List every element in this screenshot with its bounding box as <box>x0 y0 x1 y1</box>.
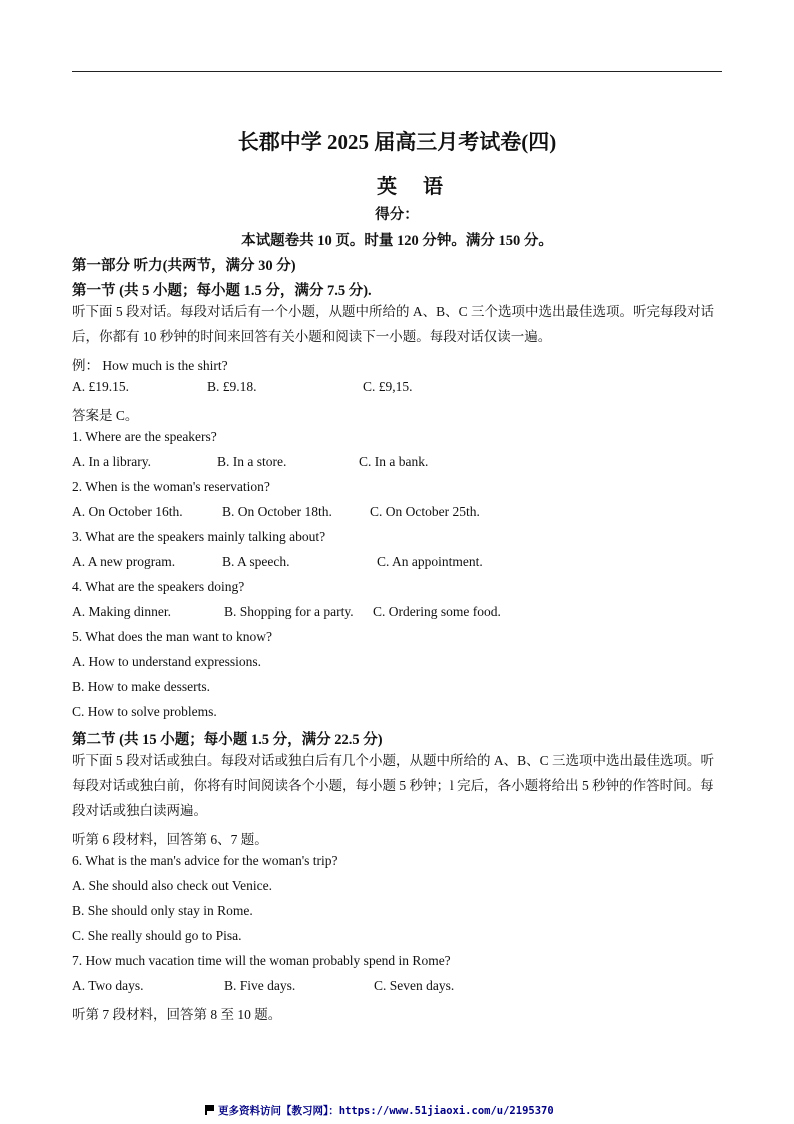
footer-link[interactable] <box>205 1103 554 1118</box>
example-option-b: B. £9.18. <box>207 379 257 394</box>
q5-option-c: C. How to solve problems. <box>72 704 217 719</box>
q6-option-b: B. She should only stay in Rome. <box>72 903 253 918</box>
q3-option-c: C. An appointment. <box>377 554 483 569</box>
exam-title: 长郡中学 2025 届高三月考试卷(四) <box>237 130 557 154</box>
score-label: 得分： <box>375 207 419 223</box>
section1-heading: 第一节 (共 5 小题；每小题 1.5 分，满分 7.5 分). <box>72 283 372 299</box>
q6-option-c: C. She really should go to Pisa. <box>72 928 242 943</box>
material-7-note: 听第 7 段材料，回答第 8 至 10 题。 <box>72 1007 282 1022</box>
q1-option-b: B. In a store. <box>217 454 287 469</box>
question-6: 6. What is the man's advice for the woman's trip? <box>72 853 338 868</box>
q5-option-a: A. How to understand expressions. <box>72 654 261 669</box>
header-rule <box>72 71 722 72</box>
question-3: 3. What are the speakers mainly talking about? <box>72 529 326 544</box>
example-question: 例： How much is the shirt? <box>72 358 228 373</box>
q6-option-a: A. She should also check out Venice. <box>72 878 272 893</box>
q5-option-b: B. How to make desserts. <box>72 679 210 694</box>
example-option-a: A. £19.15. <box>72 379 129 394</box>
q7-option-b: B. Five days. <box>224 978 296 993</box>
q2-option-b: B. On October 18th. <box>222 504 332 519</box>
q7-option-a: A. Two days. <box>72 978 144 993</box>
question-1: 1. Where are the speakers? <box>72 429 217 444</box>
subject-title: 英语 <box>377 176 469 198</box>
section2-instructions: 听下面 5 段对话或独白。每段对话或独白后有几个小题，从题中所给的 A、B、C 三选项中选出最佳选项。听每段对话或独白前，你将有时间阅读各个小题，每小题 5 秒钟；l 完后，各小题将给出 5 秒钟的作答时间。每段对话或独白读两遍。 <box>72 753 715 818</box>
question-2: 2. When is the woman's reservation? <box>72 479 270 494</box>
material-6-note: 听第 6 段材料，回答第 6、7 题。 <box>72 832 268 847</box>
exam-info: 本试题卷共 10 页。时量 120 分钟。满分 150 分。 <box>241 233 553 249</box>
q1-option-a: A. In a library. <box>72 454 151 469</box>
q4-option-c: C. Ordering some food. <box>373 604 501 619</box>
q7-option-c: C. Seven days. <box>374 978 455 993</box>
q4-option-b: B. Shopping for a party. <box>224 604 354 619</box>
q4-option-a: A. Making dinner. <box>72 604 171 619</box>
question-5: 5. What does the man want to know? <box>72 629 272 644</box>
example-answer: 答案是 C。 <box>72 408 139 423</box>
footer-text[interactable]: 更多资料访问【教习网】：https://www.51jiaoxi.com/u/2195370 <box>218 1105 554 1117</box>
question-7: 7. How much vacation time will the woman probably spend in Rome? <box>72 953 451 968</box>
q3-option-b: B. A speech. <box>222 554 290 569</box>
q2-option-c: C. On October 25th. <box>370 504 480 519</box>
q1-option-c: C. In a bank. <box>359 454 429 469</box>
part1-heading: 第一部分 听力(共两节，满分 30 分) <box>72 258 296 274</box>
section2-heading: 第二节 (共 15 小题；每小题 1.5 分，满分 22.5 分) <box>72 732 383 748</box>
section1-instructions: 听下面 5 段对话。每段对话后有一个小题，从题中所给的 A、B、C 三个选项中选出最佳选项。听完每段对话后，你都有 10 秒钟的时间来回答有关小题和阅读下一小题。每段对话仅读一遍。 <box>72 304 715 344</box>
q2-option-a: A. On October 16th. <box>72 504 183 519</box>
example-option-c: C. £9,15. <box>363 379 413 394</box>
question-4: 4. What are the speakers doing? <box>72 579 245 594</box>
q3-option-a: A. A new program. <box>72 554 176 569</box>
flag-icon <box>205 1105 215 1115</box>
